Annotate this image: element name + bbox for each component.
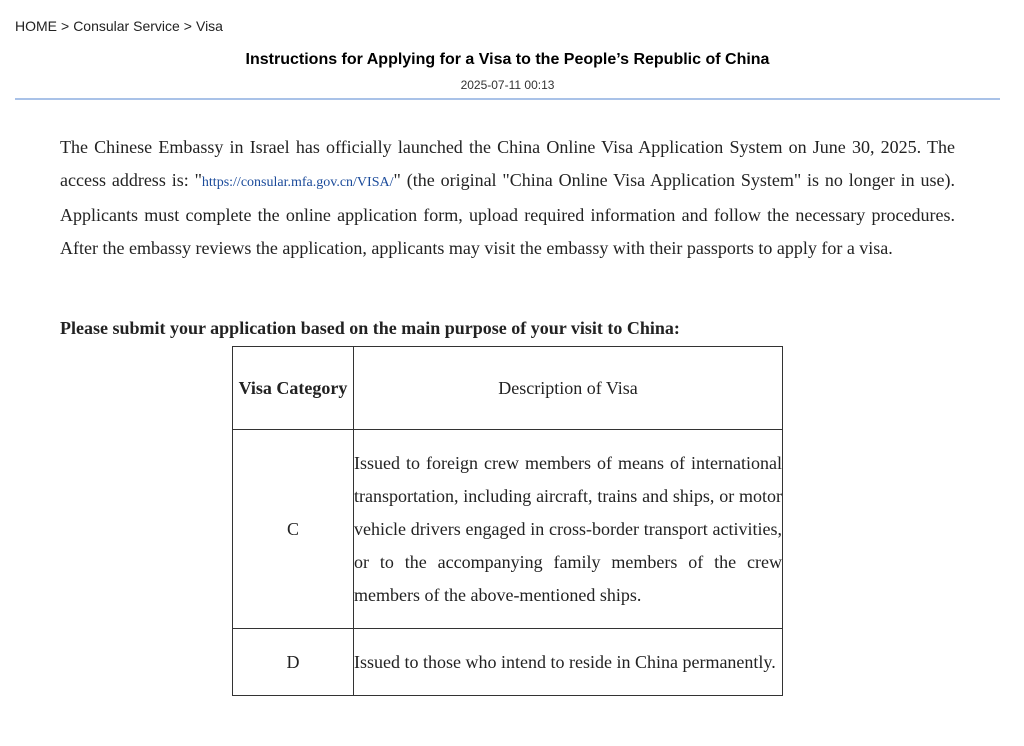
visa-description-cell: Issued to foreign crew members of means of international transportation, including aircraft, trains and ships, or motor vehicle drivers engaged in cross-border transport activities, or to the accompanying family members of the crew members of the above-mentioned ships. bbox=[354, 430, 783, 629]
section-heading: Please submit your application based on the main purpose of your visit to China: bbox=[60, 318, 680, 338]
visa-category-cell: C bbox=[233, 430, 354, 629]
page-title: Instructions for Applying for a Visa to the People’s Republic of China bbox=[245, 51, 770, 68]
breadcrumb-visa-link[interactable]: Visa bbox=[195, 18, 223, 34]
intro-text-start: The Chinese Embassy in Israel has officially launched the China Online Visa Application System on June 30, 2025. The access address is: " bbox=[60, 137, 955, 190]
visa-system-link[interactable]: https://consular.mfa.gov.cn/VISA/ bbox=[201, 175, 394, 190]
intro-text-end: " (the original "China Online Visa Application System" is no longer in use). Applicants must complete the online application form, upload required information and follow the necessary procedures. After the embassy reviews the application, applicants may visit the embassy with their passports to apply for a visa. bbox=[60, 170, 955, 258]
breadcrumb-consular-link[interactable]: Consular Service bbox=[73, 18, 180, 34]
visa-category-table bbox=[232, 346, 783, 696]
visa-description-cell: Issued to those who intend to reside in China permanently. bbox=[354, 629, 783, 696]
visa-category-cell: D bbox=[233, 629, 354, 696]
breadcrumb-separator: > bbox=[61, 18, 70, 34]
table-row bbox=[233, 629, 783, 696]
title-divider bbox=[15, 98, 1000, 100]
header-visa-description: Description of Visa bbox=[354, 347, 783, 430]
breadcrumb-home-link[interactable]: HOME bbox=[15, 18, 57, 34]
header-visa-category: Visa Category bbox=[233, 347, 354, 430]
breadcrumb bbox=[15, 18, 223, 34]
table-row bbox=[233, 430, 783, 629]
breadcrumb-separator: > bbox=[183, 18, 192, 34]
table-header-row bbox=[233, 347, 783, 430]
publish-date: 2025-07-11 00:13 bbox=[460, 78, 555, 92]
intro-paragraph bbox=[60, 131, 955, 265]
